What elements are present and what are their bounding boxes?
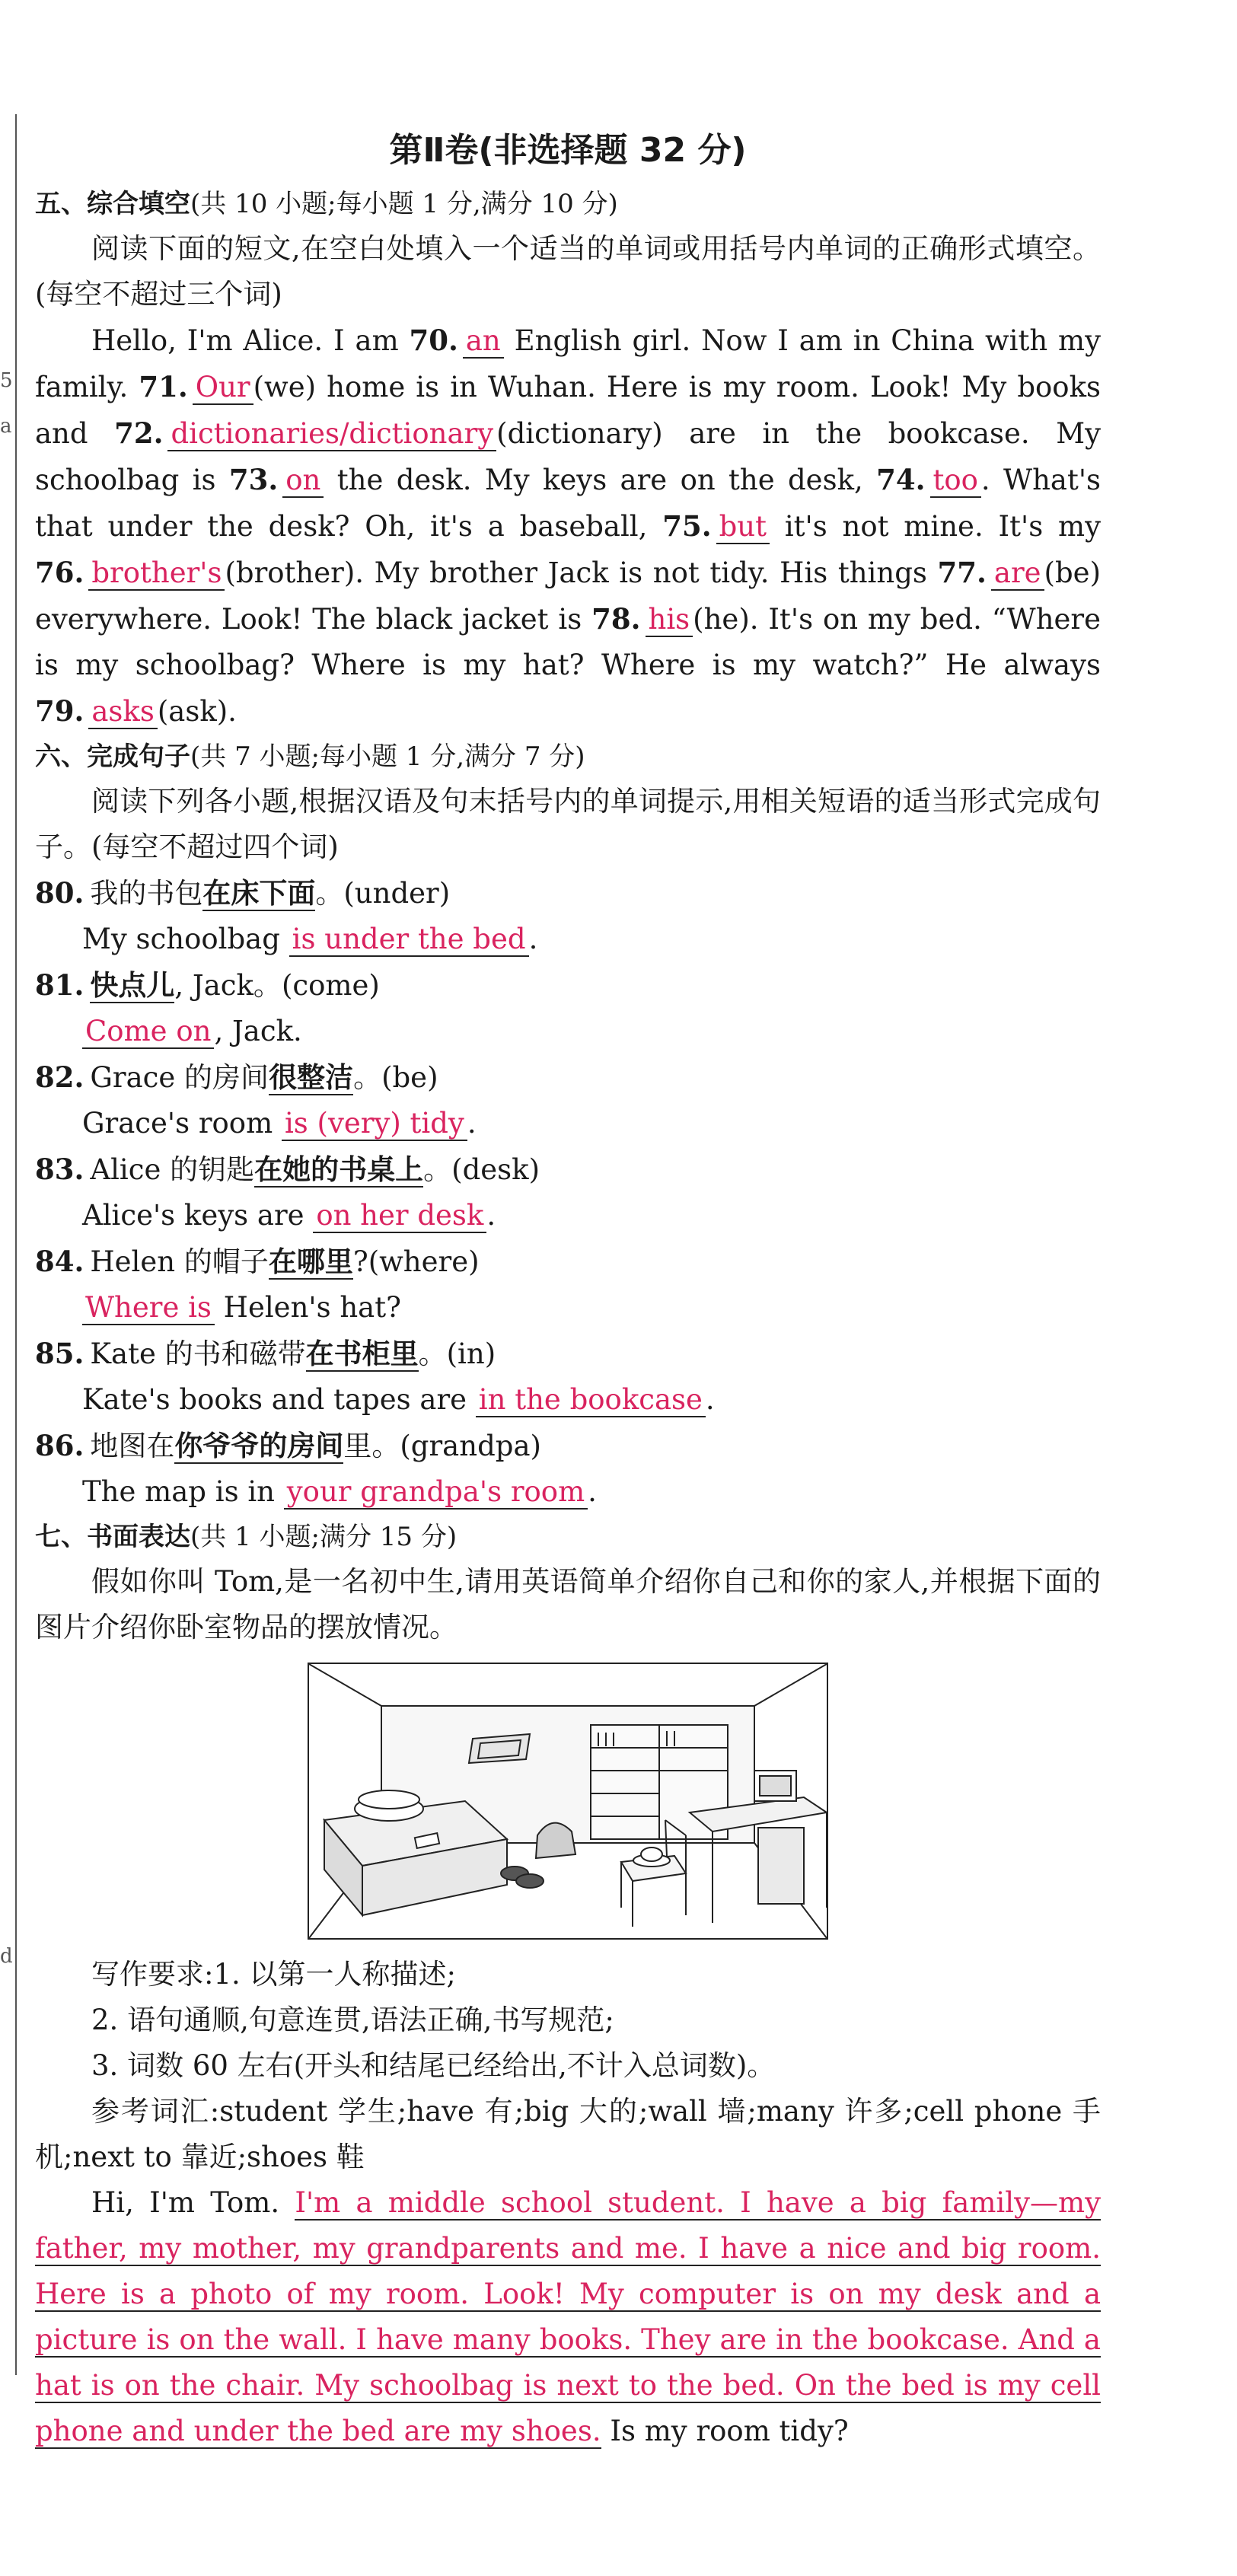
item-number: 81. [35,968,84,1002]
margin-mark: 5 [0,369,13,392]
answer-fill: in the bookcase [476,1383,706,1417]
item-answer-line [35,1285,1101,1331]
item-number: 83. [35,1153,84,1186]
blank-answer: are [991,556,1044,591]
section-writing [35,1515,1101,2454]
sentence-item [35,1423,1101,1515]
model-essay [35,2180,1101,2454]
section-heading-note: (共 10 小题;每小题 1 分,满分 10 分) [190,189,618,219]
item-prompt [35,1423,1101,1469]
answer-fill: Where is [82,1291,215,1325]
passage-text: (dictionary) are in the bookcase. My schoolbag is [35,417,1101,496]
blank-number: 75. [662,509,712,543]
answer-tail: , Jack. [214,1015,302,1047]
section-instruction: 阅读下面的短文,在空白处填入一个适当的单词或用括号内单词的正确形式填空。(每空不超过三个词) [35,232,1101,311]
section-heading [35,735,1101,779]
word-hint: (be) [381,1061,438,1094]
passage-text: Hello, I'm Alice. I am [91,324,410,357]
passage-text: the desk. My keys are on the desk, [324,464,877,496]
prompt-keyword: 你爷爷的房间 [174,1429,344,1462]
cloze-passage [35,317,1101,735]
section-heading [35,182,1101,226]
blank-answer: brother's [88,556,225,591]
prompt-text: Helen 的帽子 [90,1245,269,1278]
item-number: 85. [35,1337,84,1370]
answer-tail: Helen's hat? [214,1291,401,1324]
answer-tail: . [528,923,538,955]
answer-fill: your grandpa's room [284,1475,588,1510]
blank-number: 79. [35,694,84,728]
prompt-keyword: 在哪里 [268,1245,353,1278]
item-answer-line [35,1101,1101,1146]
margin-mark: a [0,415,12,438]
blank-answer: too [930,464,981,498]
item-prompt [35,962,1101,1009]
prompt-text: 。 [315,877,344,910]
answer-tail: . [588,1475,597,1508]
essay-paragraph [35,2180,1101,2454]
section-heading-label: 七、书面表达 [35,1522,190,1552]
item-number: 84. [35,1245,84,1278]
item-prompt [35,1239,1101,1285]
passage-text: English girl. Now I am in China with my family. [35,324,1101,403]
prompt-text: , Jack。 [174,969,282,1002]
section-heading [35,1515,1101,1559]
blank-answer: his [646,603,693,637]
item-answer-line [35,1009,1101,1054]
blank-number: 76. [35,556,84,589]
prompt-text: Kate 的书和磁带 [90,1337,306,1370]
blank-answer: Our [193,371,253,405]
section-heading-note: (共 7 小题;每小题 1 分,满分 7 分) [190,741,585,772]
answer-fill: Come on [82,1015,214,1049]
item-number: 82. [35,1060,84,1094]
answer-tail: . [486,1199,496,1232]
blank-number: 74. [876,463,926,496]
answer-tail: . [705,1383,715,1416]
blank-answer: on [282,464,324,498]
blank-number: 73. [228,463,279,496]
sentence-item [35,1054,1101,1146]
passage-text: (he). It's on my bed. “Where is my schoolbag? Where is my hat? Where is my watch?” He always [35,603,1102,681]
requirement-line: 3. 词数 60 左右(开头和结尾已经给出,不计入总词数)。 [91,2049,776,2082]
essay-opening: Hi, I'm Tom. [91,2186,295,2219]
section-heading-label: 五、综合填空 [35,189,190,219]
blank-number: 78. [591,602,641,636]
prompt-text: 我的书包 [90,877,203,910]
word-hint: (in) [446,1337,496,1370]
prompt-keyword: 很整洁 [269,1060,354,1094]
item-answer-line [35,1377,1101,1423]
prompt-text: 。 [353,1061,382,1094]
item-number: 80. [35,876,84,910]
section-cloze [35,182,1101,735]
writing-requirements [35,1952,1101,2089]
prompt-text: 。 [418,1337,447,1370]
left-margin-rule [15,114,17,2375]
requirement-line: 2. 语句通顺,句意连贯,语法正确,书写规范; [91,2004,614,2036]
sentence-items [35,870,1101,1515]
passage-text: (we) home is in Wuhan. Here is my room. Look! My books and [35,371,1101,450]
prompt-text: Grace 的房间 [90,1061,269,1094]
blank-number: 72. [114,416,164,450]
answer-lead: Kate's books and tapes are [82,1383,476,1416]
item-number: 86. [35,1429,84,1462]
prompt-text: 地图在 [90,1430,175,1462]
item-prompt [35,870,1101,917]
blank-answer: an [463,324,504,359]
item-prompt [35,1331,1101,1377]
blank-number: 71. [139,370,188,403]
answer-lead: Grace's room [82,1107,282,1140]
passage-text: it's not mine. It's my [770,510,1101,543]
word-hint: (grandpa) [400,1430,541,1462]
prompt-keyword: 在书柜里 [305,1337,419,1370]
passage-text: (ask). [157,695,237,728]
worksheet-page [35,118,1101,2454]
answer-lead: My schoolbag [82,923,289,955]
requirement-line: 写作要求:1. 以第一人称描述; [91,1958,456,1991]
sentence-item [35,870,1101,962]
essay-answer: I'm a middle school student. I have a big family—my father, my mother, my grandparents and me. I have a nice and big room. Here is a photo of my room. Look! My computer is on my desk and a picture is on the wall. I have many books. They are in the bookcase. And a hat is on the chair. My schoolbag is next to the bed. On the bed is my cell phone and under the bed are my shoes. [35,2186,1101,2447]
section-instruction: 假如你叫 Tom,是一名初中生,请用英语简单介绍你自己和你的家人,并根据下面的图片介绍你卧室物品的摆放情况。 [35,1565,1101,1643]
prompt-text: ? [352,1245,368,1278]
item-prompt [35,1054,1101,1101]
section-heading-label: 六、完成句子 [35,741,190,772]
blank-number: 70. [409,324,458,357]
reference-vocabulary: 参考词汇:student 学生;have 有;big 大的;wall 墙;many 许多;cell phone 手机;next to 靠近;shoes 鞋 [35,2095,1101,2173]
word-hint: (desk) [451,1153,540,1186]
passage-text: (brother). My brother Jack is not tidy. His things [225,556,938,589]
bedroom-drawing [309,1664,827,1938]
word-hint: (where) [368,1245,480,1278]
section-heading-note: (共 1 小题;满分 15 分) [190,1522,457,1552]
item-answer-line [35,1469,1101,1515]
prompt-keyword: 在床下面 [202,876,316,910]
blank-answer: but [716,510,770,544]
essay-closing: Is my room tidy? [601,2415,849,2447]
answer-fill: on her desk [313,1199,486,1233]
section-instruction: 阅读下列各小题,根据汉语及句末括号内的单词提示,用相关短语的适当形式完成句子。(每空不超过四个词) [35,785,1101,863]
sentence-item [35,1331,1101,1423]
paper-title: 第Ⅱ卷(非选择题 32 分) [389,131,747,170]
sentence-item [35,1239,1101,1331]
word-hint: (come) [281,969,380,1002]
sentence-item [35,1146,1101,1239]
item-answer-line [35,917,1101,962]
blank-answer: asks [88,695,157,729]
margin-mark: d [0,1945,13,1968]
item-answer-line [35,1193,1101,1239]
bedroom-illustration [308,1663,828,1940]
prompt-text: 。 [423,1153,452,1186]
prompt-text: Alice 的钥匙 [90,1153,255,1186]
section-complete-sentences [35,735,1101,1515]
sentence-item [35,962,1101,1054]
answer-tail: . [467,1107,477,1140]
answer-lead: The map is in [82,1475,284,1508]
answer-lead: Alice's keys are [82,1199,314,1232]
passage-text: . What's that under the desk? Oh, it's a baseball, [35,464,1101,543]
answer-fill: is under the bed [289,923,529,957]
word-hint: (under) [343,877,451,910]
prompt-text: 里。 [343,1430,400,1462]
blank-number: 77. [937,556,987,589]
item-prompt [35,1146,1101,1193]
answer-fill: is (very) tidy [282,1107,467,1141]
prompt-keyword: 在她的书桌上 [254,1153,424,1186]
blank-answer: dictionaries/dictionary [167,417,496,451]
prompt-keyword: 快点儿 [90,968,175,1002]
passage-text: (be) everywhere. Look! The black jacket is [35,556,1101,636]
